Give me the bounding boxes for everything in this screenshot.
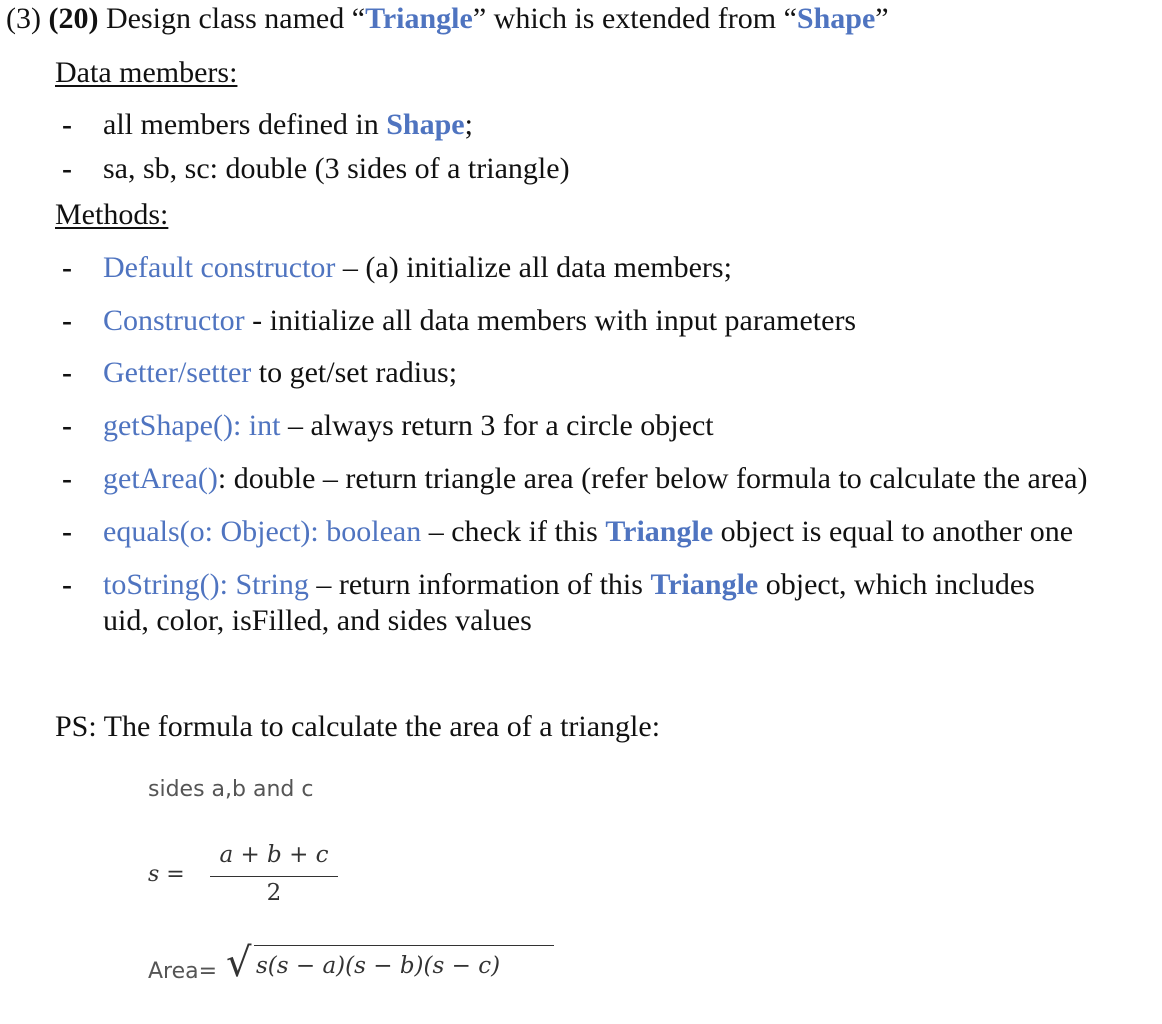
method-name: Constructor bbox=[103, 304, 245, 337]
method-item-tostring: toString(): String – return information of this Triangle object, which includes bbox=[103, 568, 1035, 601]
radical-overline bbox=[254, 945, 554, 946]
fraction-denominator: 2 bbox=[266, 880, 282, 906]
class-ref: Triangle bbox=[605, 515, 714, 548]
class-name: Triangle bbox=[365, 2, 473, 35]
method-item: getArea(): double – return triangle area (refer below formula to calculate the area) bbox=[103, 462, 1088, 495]
s-variable: s = bbox=[148, 862, 185, 887]
method-name: toString(): String bbox=[103, 568, 309, 601]
method-item: Default constructor – (a) initialize all data members; bbox=[103, 251, 732, 284]
fraction-bar bbox=[210, 876, 338, 877]
data-member-item: all members defined in Shape; bbox=[103, 108, 473, 141]
method-item: Constructor - initialize all data members with input parameters bbox=[103, 304, 857, 337]
method-name: equals(o: Object): boolean bbox=[103, 515, 422, 548]
class-ref: Triangle bbox=[650, 568, 759, 601]
area-label: Area= bbox=[148, 959, 218, 984]
question-points: (20) bbox=[48, 2, 99, 35]
formula-caption: sides a,b and c bbox=[148, 777, 314, 802]
radicand: s(s − a)(s − b)(s − c) bbox=[256, 953, 501, 979]
bullet-dash: - bbox=[62, 251, 72, 284]
fraction-numerator: a + b + c bbox=[219, 842, 329, 868]
bullet-dash: - bbox=[62, 152, 72, 185]
bullet-dash: - bbox=[62, 462, 72, 495]
method-item: Getter/setter to get/set radius; bbox=[103, 356, 458, 389]
method-name: getArea() bbox=[103, 462, 218, 495]
ps-note: PS: The formula to calculate the area of a triangle: bbox=[55, 710, 661, 743]
data-members-heading: Data members: bbox=[55, 56, 238, 89]
bullet-dash: - bbox=[62, 108, 72, 141]
method-name: Getter/setter bbox=[103, 356, 252, 389]
data-member-item: sa, sb, sc: double (3 sides of a triangle) bbox=[103, 152, 570, 185]
bullet-dash: - bbox=[62, 568, 72, 601]
bullet-dash: - bbox=[62, 304, 72, 337]
methods-heading: Methods: bbox=[55, 198, 169, 231]
question-heading: (3) (20) Design class named “Triangle” which is extended from “Shape” bbox=[6, 2, 889, 35]
bullet-dash: - bbox=[62, 515, 72, 548]
method-item: getShape(): int – always return 3 for a circle object bbox=[103, 409, 714, 442]
method-item-tostring-cont: uid, color, isFilled, and sides values bbox=[103, 604, 532, 637]
method-name: Default constructor bbox=[103, 251, 336, 284]
shape-ref: Shape bbox=[386, 108, 465, 141]
radical-sign: √ bbox=[226, 940, 252, 986]
parent-class-name: Shape bbox=[796, 2, 876, 35]
bullet-dash: - bbox=[62, 356, 72, 389]
bullet-dash: - bbox=[62, 409, 72, 442]
method-item-equals: equals(o: Object): boolean – check if this Triangle object is equal to another one bbox=[103, 515, 1074, 548]
method-name: getShape(): int bbox=[103, 409, 281, 442]
triangle-area-formula bbox=[148, 770, 608, 1010]
